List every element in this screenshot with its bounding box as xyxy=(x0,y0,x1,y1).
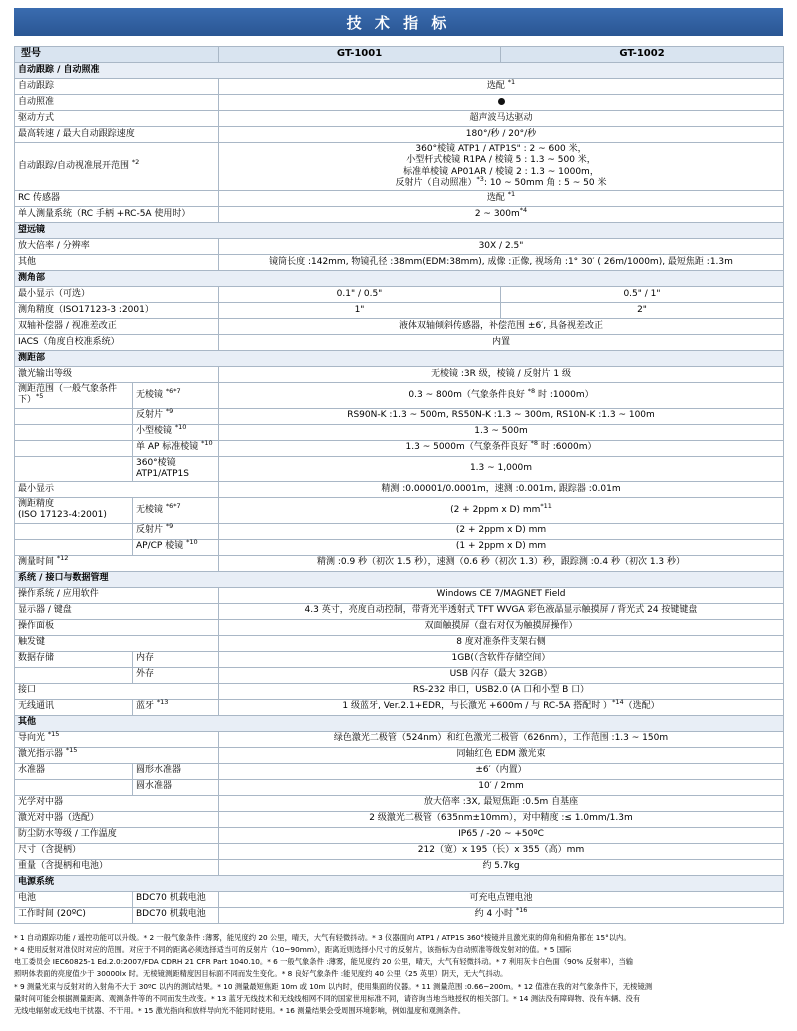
table-row xyxy=(15,587,784,603)
table-row xyxy=(15,303,784,319)
row-label: 最小显示 xyxy=(15,482,219,498)
page-title: 技 术 指 标 xyxy=(14,8,783,36)
row-value: 2 级激光二极管（635nm±10mm），对中精度 :≤ 1.0mm/1.3m xyxy=(219,811,784,827)
section-label: 望远镜 xyxy=(15,223,784,239)
table-section-row xyxy=(15,875,784,891)
row-label: 操作系统 / 应用软件 xyxy=(15,587,219,603)
table-row xyxy=(15,763,784,779)
row-label: 激光对中器（选配） xyxy=(15,811,219,827)
row-label: 测角精度（ISO17123-3 :2001） xyxy=(15,303,219,319)
table-row xyxy=(15,255,784,271)
row-value-gt1002: 0.5" / 1" xyxy=(501,287,784,303)
row-value: 2 ~ $300m^{*4}$ xyxy=(219,207,784,223)
row-label xyxy=(15,667,133,683)
table-row xyxy=(15,95,784,111)
row-value: RS-232 串口，USB2.0 (A 口和小型 B 口） xyxy=(219,683,784,699)
table-header-row xyxy=(15,47,784,63)
row-sublabel: 小型棱镜 $^{*10}$ xyxy=(133,424,219,440)
row-value: 无棱镜 :3R 级，棱镜 / 反射片 1 级 xyxy=(219,367,784,383)
footnote-line: 量时间可能会根据测量距离、观测条件等的不同而发生改变。* 13 蓝牙无线技术和无线线相网不同的国家世用标准不同，请咨询当地当地授权的相关部门。* 14 测法没有障碍物、没有车辆、没有 xyxy=(14,993,641,1003)
row-label: 光学对中器 xyxy=(15,795,219,811)
row-label: 激光输出等级 xyxy=(15,367,219,383)
row-value xyxy=(219,95,784,111)
table-row xyxy=(15,747,784,763)
table-row xyxy=(15,699,784,715)
footnote-line: 电工委员会 IEC60825-1 Ed.2.0:2007/FDA CDRH 21 CFR Part 1040.10。* 6 一般气象条件 :薄雾，能见度约 20 公里，晴天，大气有轻微抖动。* 7 利用灰卡白色面（90% 反射率），当输 xyxy=(14,957,634,967)
row-sublabel: BDC70 机载电池 xyxy=(133,891,219,907)
row-value: 双面触摸屏（盘右对仅为触摸屏操作） xyxy=(219,619,784,635)
table-section-row xyxy=(15,63,784,79)
row-label: 电池 xyxy=(15,891,133,907)
row-sublabel: 无棱镜 $^{*6*7}$ xyxy=(133,383,219,409)
row-label xyxy=(15,779,133,795)
row-label: 无线通讯 xyxy=(15,699,133,715)
table-section-row xyxy=(15,571,784,587)
row-value: 1GB(（含软件存储空间） xyxy=(219,651,784,667)
footnote-line: 照明体表面的亮度值少于 30000lx 时。无棱镜测距精度因目标面不同而发生变化。* 8 良好气象条件 :能见度约 40 公里（25 英里）阴天，无大气抖动。 xyxy=(14,969,508,979)
header-model-label: 型号 xyxy=(15,47,219,63)
table-row xyxy=(15,811,784,827)
table-row xyxy=(15,827,784,843)
row-value: 30X / 2.5" xyxy=(219,239,784,255)
row-sublabel: 单 AP 标准棱镜 $^{*10}$ xyxy=(133,440,219,456)
row-label xyxy=(15,456,133,482)
row-label: 尺寸（含提柄） xyxy=(15,843,219,859)
row-sublabel: 反射片 $^{*9}$ xyxy=(133,523,219,539)
row-value: 绿色激光二极管（524nm）和红色激光二极管（626nm），工作范围 :1.3 ~ 150m xyxy=(219,731,784,747)
row-value-gt1001: 0.1" / 0.5" xyxy=(219,287,501,303)
row-value-gt1001: 1" xyxy=(219,303,501,319)
row-label: 最高转速 / 最大自动跟踪速度 xyxy=(15,127,219,143)
row-sublabel: BDC70 机载电池 xyxy=(133,907,219,923)
row-value: RS90N-K :1.3 ~ 500m, RS50N-K :1.3 ~ 300m, RS10N-K :1.3 ~ 100m xyxy=(219,408,784,424)
table-row xyxy=(15,207,784,223)
table-row xyxy=(15,456,784,482)
row-label xyxy=(15,523,133,539)
row-value: 精测 :0.00001/0.0001m，速测 :0.001m, 跟踪器 :0.01m xyxy=(219,482,784,498)
row-label: 放大倍率 / 分辨率 xyxy=(15,239,219,255)
table-row xyxy=(15,779,784,795)
row-label: 数据存储 xyxy=(15,651,133,667)
row-sublabel: 无棱镜 $^{*6*7}$ xyxy=(133,498,219,524)
row-value: 0.3 ~ 800m（气象条件良好 $^{*8}$ 时 :1000m） xyxy=(219,383,784,409)
row-value: ±6′（内置） xyxy=(219,763,784,779)
row-value: USB 闪存（最大 32GB） xyxy=(219,667,784,683)
row-value: 超声波马达驱动 xyxy=(219,111,784,127)
row-sublabel: 外存 xyxy=(133,667,219,683)
table-row xyxy=(15,523,784,539)
row-label: 最小显示（可选） xyxy=(15,287,219,303)
row-label: RC 传感器 xyxy=(15,191,219,207)
table-row xyxy=(15,555,784,571)
row-value: (2 + 2ppm x D) $mm^{*11}$ xyxy=(219,498,784,524)
row-label: 自动跟踪/自动视准展开范围 $^{*2}$ xyxy=(15,143,219,191)
table-row xyxy=(15,482,784,498)
table-row xyxy=(15,619,784,635)
row-label: 重量（含提柄和电池） xyxy=(15,859,219,875)
row-value: 180°/秒 / 20°/秒 xyxy=(219,127,784,143)
row-label: 自动跟踪 xyxy=(15,79,219,95)
row-label: 测量时间 $^{*12}$ xyxy=(15,555,219,571)
footnote-line: * 4 使用反射对准仪时对应的范围。对应于不同的距离必须选择适当可的反射片（10~90mm），距离近则选择小尺寸的反射片，该指标为自动照准等级发射对的值。* 5 国际 xyxy=(14,944,572,954)
table-section-row xyxy=(15,223,784,239)
footnote-line: 无线电辐射或无线电干扰器、不干用。* 15 激光指向和放样导向光不能同时使用。* 16 测量结果会受周围环境影响，例如温度和观测条件。 xyxy=(14,1006,466,1016)
row-label: 单人测量系统（RC 手柄 +RC-5A 使用时） xyxy=(15,207,219,223)
spec-sheet-page xyxy=(0,8,797,1017)
row-value: 1.3 ~ 1,000m xyxy=(219,456,784,482)
section-label: 其他 xyxy=(15,715,784,731)
row-value: 1.3 ~ 5000m（气象条件良好 $^{*8}$ 时 :6000m） xyxy=(219,440,784,456)
table-row xyxy=(15,143,784,191)
table-row xyxy=(15,335,784,351)
row-value: 360°棱镜 ATP1 / ATP1S" : 2 ~ 600 米， 小型杆式棱镜 R1PA / 棱镜 5 : 1.3 ~ 500 米， 标准单棱镜 AP01AR / 棱镜 2 : 1.3 ~ 1000m， 反射片（自动照准）$^{*3}$: 10 ~ 50mm 角 : 5 ~ 50 米 xyxy=(219,143,784,191)
row-sublabel: 内存 xyxy=(133,651,219,667)
table-section-row xyxy=(15,271,784,287)
row-value-gt1002: 2" xyxy=(501,303,784,319)
row-label xyxy=(15,408,133,424)
footnote-line: * 9 测量光束与反射对的入射角不大于 30ºC 以内的测试结果。* 10 测量最短焦距 10m 或 10m 以内时，使用集面的仪器。* 11 测量范围 :0.66~200m。* 12 值准在我的对气象条件下，无棱镜测 xyxy=(14,981,653,991)
filled-circle-icon xyxy=(498,98,505,105)
table-row xyxy=(15,287,784,303)
row-value: 镜筒长度 :142mm, 物镜孔径 :38mm(EDM:38mm), 成像 :正像, 视场角 :1° 30′ ( 26m/1000m), 最短焦距 :1.3m xyxy=(219,255,784,271)
header-model-gt1002: GT-1002 xyxy=(501,47,784,63)
row-sublabel: 圆形水准器 xyxy=(133,763,219,779)
row-label: 操作面板 xyxy=(15,619,219,635)
row-value: 放大倍率 :3X, 最短焦距 :0.5m 自基座 xyxy=(219,795,784,811)
section-label: 电源系统 xyxy=(15,875,784,891)
row-sublabel: 蓝牙 $^{*13}$ xyxy=(133,699,219,715)
row-label: 接口 xyxy=(15,683,219,699)
row-value: 液体双轴倾斜传感器，补偿范围 ±6′, 具备视差改正 xyxy=(219,319,784,335)
row-value: 精测 :0.9 秒（初次 1.5 秒），速测（0.6 秒（初次 1.3）秒，跟踪测 :0.4 秒（初次 1.3 秒） xyxy=(219,555,784,571)
table-section-row xyxy=(15,715,784,731)
row-value: 约 5.7kg xyxy=(219,859,784,875)
table-section-row xyxy=(15,351,784,367)
footnotes xyxy=(14,932,783,1017)
header-model-gt1001: GT-1001 xyxy=(219,47,501,63)
table-row xyxy=(15,367,784,383)
row-value: 内置 xyxy=(219,335,784,351)
specifications-table xyxy=(14,46,784,924)
table-row xyxy=(15,667,784,683)
table-row xyxy=(15,498,784,524)
section-label: 自动跟踪 / 自动照准 xyxy=(15,63,784,79)
row-label xyxy=(15,440,133,456)
section-label: 测距部 xyxy=(15,351,784,367)
row-value: 4.3 英寸，亮度自动控制，带背光半透射式 TFT WVGA 彩色液晶显示触摸屏 / 背光式 24 按键键盘 xyxy=(219,603,784,619)
table-row xyxy=(15,907,784,923)
row-label: 双轴补偿器 / 视准差改正 xyxy=(15,319,219,335)
row-sublabel: AP/CP 棱镜 $^{*10}$ xyxy=(133,539,219,555)
table-row xyxy=(15,408,784,424)
row-label: 测距范围（一般气象条件下）$^{*5}$ xyxy=(15,383,133,409)
row-value: 可充电点锂电池 xyxy=(219,891,784,907)
table-row xyxy=(15,127,784,143)
table-row xyxy=(15,843,784,859)
table-row xyxy=(15,603,784,619)
row-label xyxy=(15,539,133,555)
table-row xyxy=(15,731,784,747)
row-value: (2 + 2ppm x D) mm xyxy=(219,523,784,539)
table-row xyxy=(15,539,784,555)
row-label xyxy=(15,424,133,440)
row-value: Windows CE 7/MAGNET Field xyxy=(219,587,784,603)
table-row xyxy=(15,239,784,255)
table-row xyxy=(15,319,784,335)
table-row xyxy=(15,79,784,95)
row-label: 激光指示器 $^{*15}$ xyxy=(15,747,219,763)
row-value: (1 + 2ppm x D) mm xyxy=(219,539,784,555)
footnote-line: * 1 自动跟踪功能 / 遥控功能可以升级。* 2 一般气象条件 :薄雾，能见度约 20 公里，晴天，大气有轻微抖动。* 3 仪器面向 ATP1 / ATP1S 360°棱镜并且激光束的仰角和俯角都在 15°以内。 xyxy=(14,932,631,942)
row-value: IP65 / -20 ~ +50ºC xyxy=(219,827,784,843)
row-label: 显示器 / 键盘 xyxy=(15,603,219,619)
row-value: 10′ / 2mm xyxy=(219,779,784,795)
table-row xyxy=(15,891,784,907)
row-sublabel: 反射片 $^{*9}$ xyxy=(133,408,219,424)
row-label: 触发键 xyxy=(15,635,219,651)
table-row xyxy=(15,424,784,440)
table-row xyxy=(15,795,784,811)
row-value: 约 4 小时 $^{*16}$ xyxy=(219,907,784,923)
row-label: IACS（角度自校准系统） xyxy=(15,335,219,351)
table-row xyxy=(15,859,784,875)
row-label: 其他 xyxy=(15,255,219,271)
section-label: 测角部 xyxy=(15,271,784,287)
row-value: 8 度对准条件支架右侧 xyxy=(219,635,784,651)
row-label: 驱动方式 xyxy=(15,111,219,127)
row-value: 1 级蓝牙, Ver.2.1+EDR，与长激光 +600m / 与 RC-5A 搭配时 ）$^{*14}$（选配） xyxy=(219,699,784,715)
row-value: 选配 $^{*1}$ xyxy=(219,79,784,95)
row-value: 同轴红色 EDM 激光束 xyxy=(219,747,784,763)
table-row xyxy=(15,383,784,409)
row-sublabel: 圆水准器 xyxy=(133,779,219,795)
row-label: 水准器 xyxy=(15,763,133,779)
row-label: 导向光 $^{*15}$ xyxy=(15,731,219,747)
row-label: 自动照准 xyxy=(15,95,219,111)
table-row xyxy=(15,635,784,651)
table-row xyxy=(15,440,784,456)
row-value: 选配 $^{*1}$ xyxy=(219,191,784,207)
table-row xyxy=(15,683,784,699)
section-label: 系统 / 接口与数据管理 xyxy=(15,571,784,587)
row-sublabel: 360°棱镜 ATP1/ATP1S xyxy=(133,456,219,482)
table-row xyxy=(15,111,784,127)
row-label: 防尘防水等级 / 工作温度 xyxy=(15,827,219,843)
row-label: 工作时间 (20ºC) xyxy=(15,907,133,923)
row-value: 212（宽）x 195（长）x 355（高）mm xyxy=(219,843,784,859)
table-row xyxy=(15,651,784,667)
table-row xyxy=(15,191,784,207)
row-label: 测距精度 (ISO 17123-4:2001) xyxy=(15,498,133,524)
row-value: 1.3 ~ 500m xyxy=(219,424,784,440)
